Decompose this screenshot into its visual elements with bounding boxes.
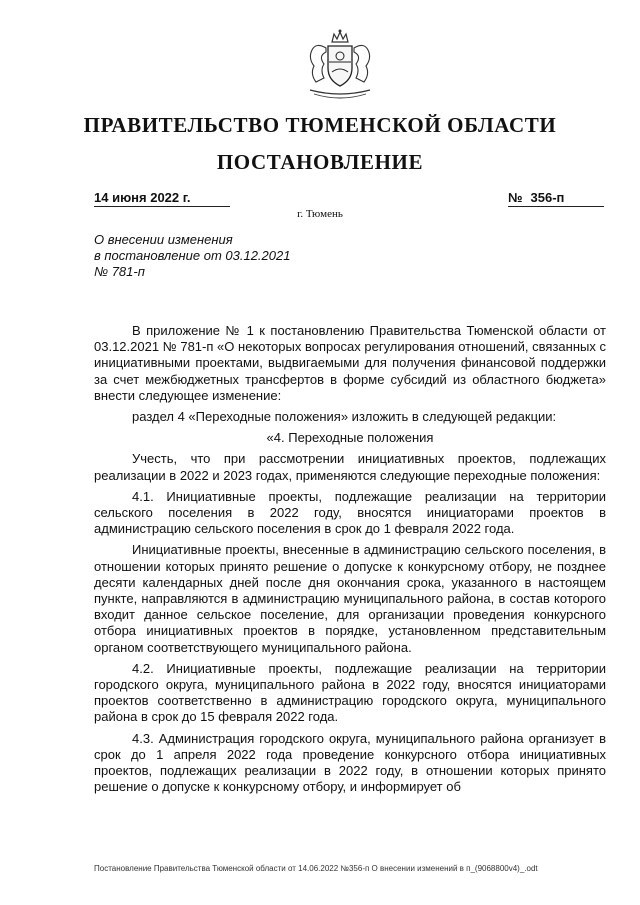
document-date: 14 июня 2022 г. xyxy=(94,190,230,207)
body-paragraph: 4.3. Администрация городского округа, муниципального района организует в срок до 1 апреля 2022 года проведение конкурсного отбора инициативных проектов, подлежащих реализации в 2022 году, в отношении которых принято решение о допуске к конкурсному отбору, и информирует об xyxy=(94,730,606,795)
body-paragraph: 4.1. Инициативные проекты, подлежащие реализации на территории сельского поселения в 2022 году, вносятся инициаторами проектов в администрацию сельского поселения в срок до 1 февраля 2022 года. xyxy=(94,488,606,537)
subject-line: О внесении изменения xyxy=(94,232,233,247)
city-label: г. Тюмень xyxy=(297,208,343,220)
body-paragraph: раздел 4 «Переходные положения» изложить в следующей редакции: xyxy=(132,409,557,425)
section-heading: «4. Переходные положения xyxy=(266,430,434,446)
document-subject xyxy=(94,232,290,280)
number-value: 356-п xyxy=(530,190,565,205)
body-paragraph: 4.2. Инициативные проекты, подлежащие реализации на территории городского округа, муниципального района в 2022 году, вносятся инициаторами проектов соответственно в администрацию городского округа, муниципального района в срок до 15 февраля 2022 года. xyxy=(94,660,606,725)
page-footer: Постановление Правительства Тюменской области от 14.06.2022 №356-п О внесении изменений в п_(9068800v4)_.odt xyxy=(94,864,538,873)
government-title: ПРАВИТЕЛЬСТВО ТЮМЕНСКОЙ ОБЛАСТИ xyxy=(83,113,557,137)
document-number xyxy=(508,190,604,207)
document-body xyxy=(94,323,606,800)
body-paragraph: Инициативные проекты, внесенные в администрацию сельского поселения, в отношении которых принято решение о допуске к конкурсному отбору, не позднее десяти календарных дней после дня окончания срока, указанного в настоящем пункте, направляются в администрацию муниципального района, в состав которого входит данное сельское поселение, для организации проведения конкурсного отбора инициативных проектов в порядке, установленном представительным органом соответствующего муниципального района. xyxy=(94,542,606,655)
subject-line: в постановление от 03.12.2021 xyxy=(94,248,291,263)
coat-of-arms-icon xyxy=(298,28,382,104)
body-paragraph: В приложение № 1 к постановлению Правительства Тюменской области от 03.12.2021 № 781-п «О некоторых вопросах регулирования отношений, связанных с инициативными проектами, выдвигаемыми для получения финансовой поддержки за счет межбюджетных трансфертов в форме субсидий из областного бюджета» внести следующее изменение: xyxy=(94,323,606,403)
document-type: ПОСТАНОВЛЕНИЕ xyxy=(216,150,424,174)
number-label: № xyxy=(508,190,523,205)
body-paragraph: Учесть, что при рассмотрении инициативных проектов, подлежащих реализации в 2022 и 2023 годах, применяются следующие переходные положения: xyxy=(94,451,606,483)
subject-line: № 781-п xyxy=(94,264,145,279)
